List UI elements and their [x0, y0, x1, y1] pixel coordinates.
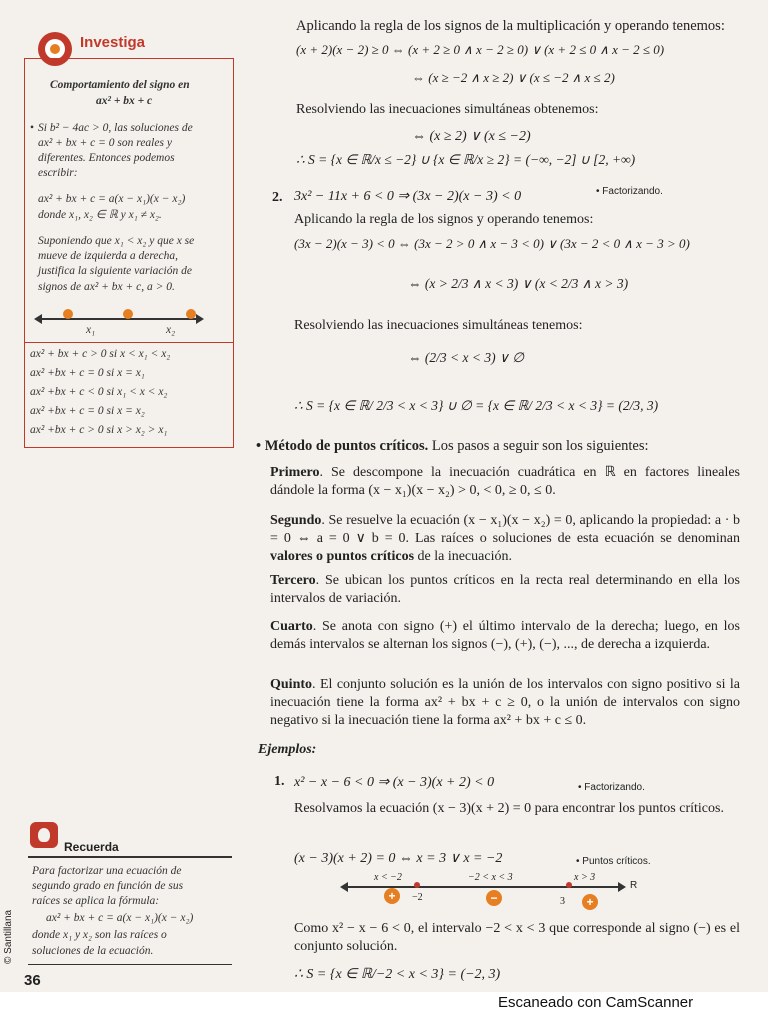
sidebar-text: Suponiendo que x₁ < x₂ y que x se [38, 235, 195, 247]
sign-plus: + [582, 894, 598, 910]
step-text: . Se ubican los puntos críticos en la recta real determinando en ella los intervalos de variación. [270, 573, 740, 606]
sidebar-text: justifica la siguiente variación de [38, 265, 192, 277]
step-label: Quinto [270, 677, 313, 692]
arrow-right-icon [618, 882, 626, 892]
step-text: . Se descompone la inecuación cuadrática en ℝ en factores lineales dándole la forma (x − x₁)(x − x₂) > 0, < 0, ≥ 0, ≤ 0. [270, 465, 740, 498]
critical-label: −2 [412, 892, 423, 903]
side-note: • Factorizando. [578, 782, 645, 793]
text-line: Aplicando la regla de los signos de la multiplicación y operando tenemos: [296, 18, 725, 34]
sidebar-text: donde x₁, x₂ ∈ ℝ y x₁ ≠ x₂. [38, 209, 162, 221]
sidebar-text: Si b² − 4ac > 0, las soluciones de [38, 122, 193, 134]
recuerda-formula: ax² + bx + c = a(x − x₁)(x − x₂) [46, 912, 194, 924]
sign-dot [123, 309, 133, 319]
example-number: 1. [274, 774, 285, 789]
side-note: • Factorizando. [596, 186, 663, 197]
step-bold-term: valores o puntos críticos [270, 549, 415, 564]
step-segundo [270, 512, 740, 566]
line-label-x2: x₂ [166, 324, 176, 336]
sign-condition: ax² + bx + c > 0 si x < x₁ < x₂ [30, 348, 171, 360]
recuerda-text: Para factorizar una ecuación de [32, 865, 182, 877]
math-line: ⇔ (2/3 < x < 3) ∨ ∅ [408, 350, 524, 365]
page-number: 36 [24, 972, 41, 989]
method-heading [256, 438, 649, 455]
box-title-expression: ax² + bx + c [96, 95, 153, 107]
bullet: • [30, 122, 35, 134]
publisher-credit: © Santillana [3, 909, 14, 964]
step-text: . El conjunto solución es la unión de los intervalos con signo positivo si la inecuación tiene la forma ax² + bx + c ≥ 0, o la unión de intervalos con signo negativo si la inecuación tiene la forma ax² + bx + c ≤ 0. [270, 677, 740, 728]
text-paragraph: Resolvamos la ecuación (x − 3)(x + 2) = 0 para encontrar los puntos críticos. [294, 801, 724, 816]
critical-point [414, 882, 420, 888]
method-title: • Método de puntos críticos. [256, 438, 429, 454]
text-line: Resolviendo las inecuaciones simultáneas obtenemos: [296, 102, 599, 117]
step-text: . Se resuelve la ecuación (x − x₁)(x − x₂) = 0, aplicando la propiedad: a · b = 0 ⇔ a = 0 ∨ b = 0. Las raíces o soluciones de esta ecuación se denominan [270, 513, 740, 546]
sign-condition: ax² +bx + c > 0 si x > x₂ > x₁ [30, 424, 168, 436]
math-line: ∴ S = {x ∈ ℝ/−2 < x < 3} = (−2, 3) [294, 967, 501, 982]
math-line: (x − 3)(x + 2) = 0 ⇔ x = 3 ∨ x = −2 [294, 851, 503, 866]
step-quinto [270, 676, 740, 730]
step-tercero [270, 572, 740, 608]
arrow-right-icon [196, 314, 204, 324]
axis-label: R [630, 880, 638, 891]
math-line: (3x − 2)(x − 3) < 0 ⇔ (3x − 2 > 0 ∧ x − 3 < 0) ∨ (3x − 2 < 0 ∧ x − 3 > 0) [294, 236, 690, 251]
recuerda-text: donde x₁ y x₂ son las raíces o [32, 929, 167, 941]
step-label: Segundo [270, 513, 322, 528]
math-line: ⇔ (x ≥ 2) ∨ (x ≤ −2) [412, 129, 531, 144]
step-label: Primero [270, 465, 320, 480]
math-line: (x + 2)(x − 2) ≥ 0 ⇔ (x + 2 ≥ 0 ∧ x − 2 ≥ 0) ∨ (x + 2 ≤ 0 ∧ x − 2 ≤ 0) [296, 42, 665, 57]
sidebar-text: mueve de izquierda a derecha, [38, 250, 178, 262]
text-line: Resolviendo las inecuaciones simultáneas tenemos: [294, 318, 583, 333]
step-primero [270, 464, 740, 500]
scanner-watermark: Escaneado con CamScanner [498, 994, 694, 1011]
investiga-title: Investiga [80, 34, 146, 51]
critical-label: 3 [560, 896, 565, 907]
step-text: . Se anota con signo (+) el último intervalo de la derecha; luego, en los demás intervalos se alternan los signos (−), (+), (−), ..., de derecha a izquierda. [270, 619, 740, 652]
recuerda-text: soluciones de la ecuación. [32, 945, 154, 957]
sidebar-text: signos de ax² + bx + c, a > 0. [38, 281, 175, 293]
side-note: • Puntos críticos. [576, 856, 651, 867]
sign-condition: ax² +bx + c = 0 si x = x₂ [30, 405, 145, 417]
text-paragraph: Como x² − x − 6 < 0, el intervalo −2 < x < 3 que corresponde al signo (−) es el conjunto solución. [294, 921, 740, 954]
divider [28, 856, 232, 858]
sidebar-text: ax² + bx + c = 0 son reales y [38, 137, 172, 149]
sidebar-number-line [38, 318, 198, 320]
sign-dot [63, 309, 73, 319]
divider [28, 964, 232, 965]
example-number: 2. [272, 190, 283, 205]
math-line: ∴ S = {x ∈ ℝ/ 2/3 < x < 3} ∪ ∅ = {x ∈ ℝ/ 2/3 < x < 3} = (2/3, 3) [294, 398, 659, 413]
sidebar-formula: ax² + bx + c = a(x − x₁)(x − x₂) [38, 193, 186, 205]
critical-point [566, 882, 572, 888]
sign-dot [186, 309, 196, 319]
sign-minus: − [486, 890, 502, 906]
recuerda-text: raíces se aplica la fórmula: [32, 895, 160, 907]
number-line [346, 886, 620, 888]
math-line: ⇔ (x > 2/3 ∧ x < 3) ∨ (x < 2/3 ∧ x > 3) [408, 276, 629, 291]
arrow-left-icon [34, 314, 42, 324]
box-title: Comportamiento del signo en [50, 79, 190, 91]
math-line: 3x² − 11x + 6 < 0 ⇒ (3x − 2)(x − 3) < 0 [294, 189, 522, 204]
step-label: Tercero [270, 573, 316, 588]
sign-condition: ax² +bx + c = 0 si x = x₁ [30, 367, 145, 379]
sidebar-text: escribir: [38, 167, 78, 179]
recuerda-title: Recuerda [64, 840, 119, 854]
recuerda-icon [30, 822, 58, 848]
sign-plus: + [384, 888, 400, 904]
divider [24, 342, 234, 343]
interval-label: x > 3 [574, 872, 596, 883]
step-cuarto [270, 618, 740, 654]
math-line: x² − x − 6 < 0 ⇒ (x − 3)(x + 2) < 0 [294, 775, 495, 790]
line-label-x1: x₁ [86, 324, 96, 336]
examples-heading: Ejemplos: [258, 742, 317, 757]
sidebar-text: diferentes. Entonces podemos [38, 152, 175, 164]
step-label: Cuarto [270, 619, 313, 634]
math-line: ⇔ (x ≥ −2 ∧ x ≥ 2) ∨ (x ≤ −2 ∧ x ≤ 2) [412, 70, 615, 85]
text-line: Aplicando la regla de los signos y operando tenemos: [294, 212, 594, 227]
math-line: ∴ S = {x ∈ ℝ/x ≤ −2} ∪ {x ∈ ℝ/x ≥ 2} = (−∞, −2] ∪ [2, +∞) [296, 152, 636, 167]
sign-condition: ax² +bx + c < 0 si x₁ < x < x₂ [30, 386, 168, 398]
step-text: de la inecuación. [414, 549, 512, 564]
arrow-left-icon [340, 882, 348, 892]
interval-label: x < −2 [374, 872, 402, 883]
recuerda-text: segundo grado en función de sus [32, 880, 184, 892]
method-intro: Los pasos a seguir son los siguientes: [428, 438, 649, 454]
interval-label: −2 < x < 3 [468, 872, 513, 883]
